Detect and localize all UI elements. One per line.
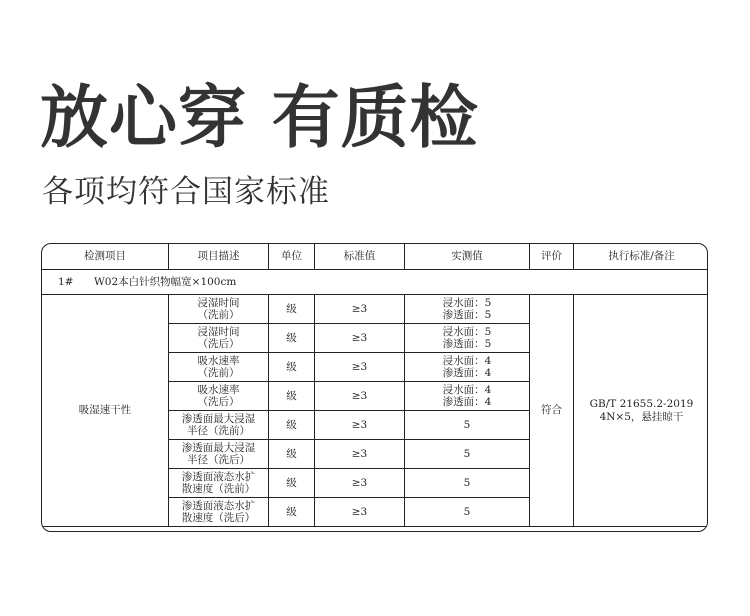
measured-line-1: 浸水面：4 xyxy=(442,354,492,367)
description-line-2: （洗前） xyxy=(197,309,240,321)
measured-value-cell xyxy=(405,295,530,324)
description-cell xyxy=(169,382,269,411)
measured-value-cell xyxy=(405,411,530,440)
description-line-2: 散速度（洗前） xyxy=(181,483,256,495)
description-line-1: 吸水速率 xyxy=(197,354,240,367)
measured-value-cell xyxy=(405,469,530,498)
evaluation-cell: 符合 xyxy=(530,295,574,527)
measured-value-cell xyxy=(405,324,530,353)
item-name-cell: 吸湿速干性 xyxy=(42,295,169,527)
category-row xyxy=(42,270,709,295)
measured-line-1: 5 xyxy=(463,418,471,431)
description-line-2: 半径（洗后） xyxy=(187,454,250,466)
description-cell xyxy=(169,353,269,382)
header-cell: 执行标准/备注 xyxy=(574,244,709,270)
description-line-2: （洗前） xyxy=(197,367,240,379)
header-cell: 项目描述 xyxy=(169,244,269,270)
measured-line-1: 5 xyxy=(463,476,471,489)
description-line-1: 吸水速率 xyxy=(197,383,240,396)
standard-value-cell: ≥3 xyxy=(315,382,405,411)
unit-cell: 级 xyxy=(269,440,315,469)
unit-cell: 级 xyxy=(269,498,315,527)
description-line-1: 浸湿时间 xyxy=(197,325,240,338)
description-line-1: 渗透面液态水扩 xyxy=(181,499,256,512)
table-header-row xyxy=(42,244,709,270)
category-description: W02本白针织物幅宽×100cm xyxy=(94,275,237,288)
standard-value-cell: ≥3 xyxy=(315,469,405,498)
description-line-1: 渗透面最大浸湿 xyxy=(181,441,256,454)
description-cell xyxy=(169,498,269,527)
measured-line-1: 浸水面：4 xyxy=(442,383,492,396)
description-cell xyxy=(169,295,269,324)
unit-cell: 级 xyxy=(269,411,315,440)
measured-line-2: 渗透面：5 xyxy=(442,338,492,350)
measured-value-cell xyxy=(405,498,530,527)
subheadline: 各项均符合国家标准 xyxy=(42,174,330,210)
header-cell: 评价 xyxy=(530,244,574,270)
measured-line-1: 5 xyxy=(463,505,471,518)
unit-cell: 级 xyxy=(269,469,315,498)
standard-reference-cell xyxy=(574,295,709,527)
description-line-2: 散速度（洗后） xyxy=(181,512,256,524)
test-report-table xyxy=(41,243,708,532)
description-line-1: 渗透面最大浸湿 xyxy=(181,412,256,425)
table xyxy=(41,243,708,527)
measured-value-cell xyxy=(405,382,530,411)
category-cell xyxy=(42,270,709,295)
standard-value-cell: ≥3 xyxy=(315,411,405,440)
description-line-2: （洗后） xyxy=(197,338,240,350)
measured-line-2: 渗透面：4 xyxy=(442,396,492,408)
standard-value-cell: ≥3 xyxy=(315,440,405,469)
header-cell: 单位 xyxy=(269,244,315,270)
unit-cell: 级 xyxy=(269,324,315,353)
description-line-2: 半径（洗前） xyxy=(187,425,250,437)
unit-cell: 级 xyxy=(269,295,315,324)
headline: 放心穿 有质检 xyxy=(40,79,479,158)
measured-value-cell xyxy=(405,440,530,469)
standard-value-cell: ≥3 xyxy=(315,498,405,527)
description-line-1: 渗透面液态水扩 xyxy=(181,470,256,483)
measured-line-2: 渗透面：4 xyxy=(442,367,492,379)
measured-line-1: 5 xyxy=(463,447,471,460)
category-number: 1# xyxy=(58,275,74,288)
description-line-2: （洗后） xyxy=(197,396,240,408)
measured-line-1: 浸水面：5 xyxy=(442,296,492,309)
measured-line-1: 浸水面：5 xyxy=(442,325,492,338)
header-cell: 检测项目 xyxy=(42,244,169,270)
standard-value-cell: ≥3 xyxy=(315,295,405,324)
description-cell xyxy=(169,440,269,469)
measured-line-2: 渗透面：5 xyxy=(442,309,492,321)
description-cell xyxy=(169,411,269,440)
header-cell: 标准值 xyxy=(315,244,405,270)
measured-value-cell xyxy=(405,353,530,382)
description-line-1: 浸湿时间 xyxy=(197,296,240,309)
header-cell: 实测值 xyxy=(405,244,530,270)
standard-value-cell: ≥3 xyxy=(315,353,405,382)
standard-reference-line-1: GB/T 21655.2-2019 xyxy=(589,398,694,410)
standard-value-cell: ≥3 xyxy=(315,324,405,353)
table-row xyxy=(42,295,709,324)
standard-reference-line-2: 4N×5，悬挂晾干 xyxy=(599,410,684,423)
description-cell xyxy=(169,469,269,498)
unit-cell: 级 xyxy=(269,353,315,382)
unit-cell: 级 xyxy=(269,382,315,411)
description-cell xyxy=(169,324,269,353)
